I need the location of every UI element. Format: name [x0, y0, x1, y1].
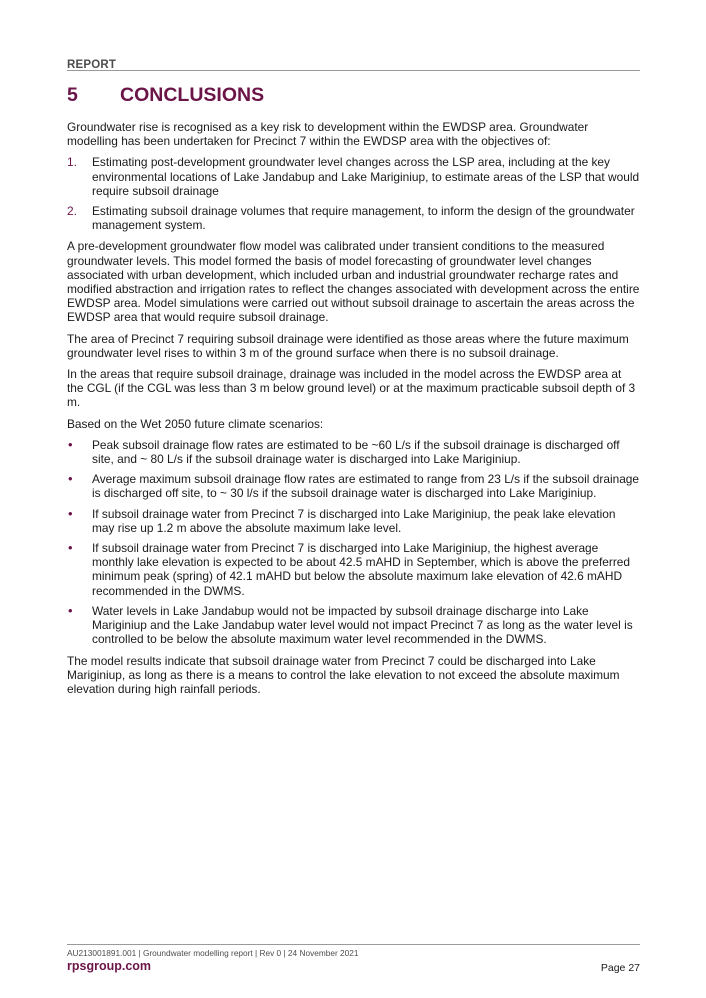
finding-text: If subsoil drainage water from Precinct 7 is discharged into Lake Mariginiup, the peak lake elevation may rise up 1.2 m above the absolute maximum lake level.	[92, 506, 616, 535]
footer-divider	[67, 944, 640, 945]
model-paragraph: A pre-development groundwater flow model was calibrated under transient conditions to the measured groundwater levels. This model formed the basis of model forecasting of groundwater level changes associated with urban development, which included urban and industrial groundwater recharge rates and modified abstraction and irrigation rates to reflect the changes associated with development across the entire EWDSP area. Model simulations were carried out without subsoil drainage to ascertain the areas across the EWDSP area that would require subsoil drainage.	[67, 239, 640, 325]
header-label: REPORT	[67, 59, 117, 71]
footer-website-link[interactable]: rpsgroup.com	[67, 959, 152, 973]
objective-number: 1.	[67, 155, 77, 170]
section-title: CONCLUSIONS	[120, 84, 265, 106]
bullet-icon: •	[68, 436, 73, 452]
bullet-icon: •	[68, 505, 73, 521]
objective-item	[67, 204, 640, 232]
page-header	[67, 55, 640, 71]
section-body	[67, 120, 640, 703]
objectives-list	[67, 155, 640, 232]
finding-item	[67, 472, 640, 500]
finding-text: Water levels in Lake Jandabup would not be impacted by subsoil drainage discharge into Lake Mariginiup and the Lake Jandabup water level would not impact Precinct 7 as long as the water level is controlled to be below the absolute maximum water level recommended in the DWMS.	[92, 603, 633, 647]
finding-item	[67, 541, 640, 598]
bullet-icon: •	[68, 471, 73, 487]
area-paragraph: The area of Precinct 7 requiring subsoil drainage were identified as those areas where the future maximum groundwater level rises to within 3 m of the ground surface when there is no subsoil drainage.	[67, 331, 629, 360]
bullet-icon: •	[68, 540, 73, 556]
objective-text: Estimating post-development groundwater level changes across the LSP area, including at the key environmental locations of Lake Jandabup and Lake Mariginiup, to estimate areas of the LSP that would require subsoil drainage	[92, 155, 640, 198]
objective-number: 2.	[67, 204, 77, 219]
intro-paragraph: Groundwater rise is recognised as a key risk to development within the EWDSP area. Groundwater modelling has been undertaken for Precinct 7 within the EWDSP area with the objectives of:	[67, 120, 589, 149]
scenario-paragraph: Based on the Wet 2050 future climate scenarios:	[67, 416, 324, 431]
finding-item	[67, 438, 640, 466]
finding-item	[67, 507, 640, 535]
section-heading	[67, 84, 640, 110]
finding-text: Peak subsoil drainage flow rates are estimated to be ~60 L/s if the subsoil drainage is discharged off site, and ~ 80 L/s if the subsoil drainage water is discharged into Lake Mariginiup.	[92, 437, 620, 467]
finding-text: If subsoil drainage water from Precinct 7 is discharged into Lake Mariginiup, the highest average monthly lake elevation is expected to be about 42.5 mAHD in September, which is above the preferred minimum peak (spring) of 42.1 mAHD but below the absolute maximum lake elevation of 42.6 mAHD recommended in the DWMS.	[92, 541, 631, 598]
objective-item	[67, 155, 640, 198]
finding-text: Average maximum subsoil drainage flow rates are estimated to range from 23 L/s if the subsoil drainage is discharged off site, to ~ 30 l/s if the subsoil drainage water is discharged into Lake Mariginiup.	[92, 472, 640, 501]
footer-document-info: AU213001891.001 | Groundwater modelling report | Rev 0 | 24 November 2021	[67, 948, 359, 958]
finding-item	[67, 604, 640, 647]
drainage-paragraph: In the areas that require subsoil drainage, drainage was included in the model across the EWDSP area at the CGL (if the CGL was less than 3 m below ground level) or at the maximum practicable subsoil depth of 3 m.	[67, 367, 636, 410]
bullet-icon: •	[68, 602, 73, 618]
findings-list	[67, 438, 640, 647]
page-number: Page 27	[600, 962, 640, 974]
section-number: 5	[67, 84, 78, 106]
objective-text: Estimating subsoil drainage volumes that require management, to inform the design of the groundwater management system.	[92, 204, 635, 233]
final-paragraph: The model results indicate that subsoil drainage water from Precinct 7 could be discharged into Lake Mariginiup, as long as there is a means to control the lake elevation to not exceed the absolute maximum elevation during high rainfall periods.	[67, 653, 620, 696]
